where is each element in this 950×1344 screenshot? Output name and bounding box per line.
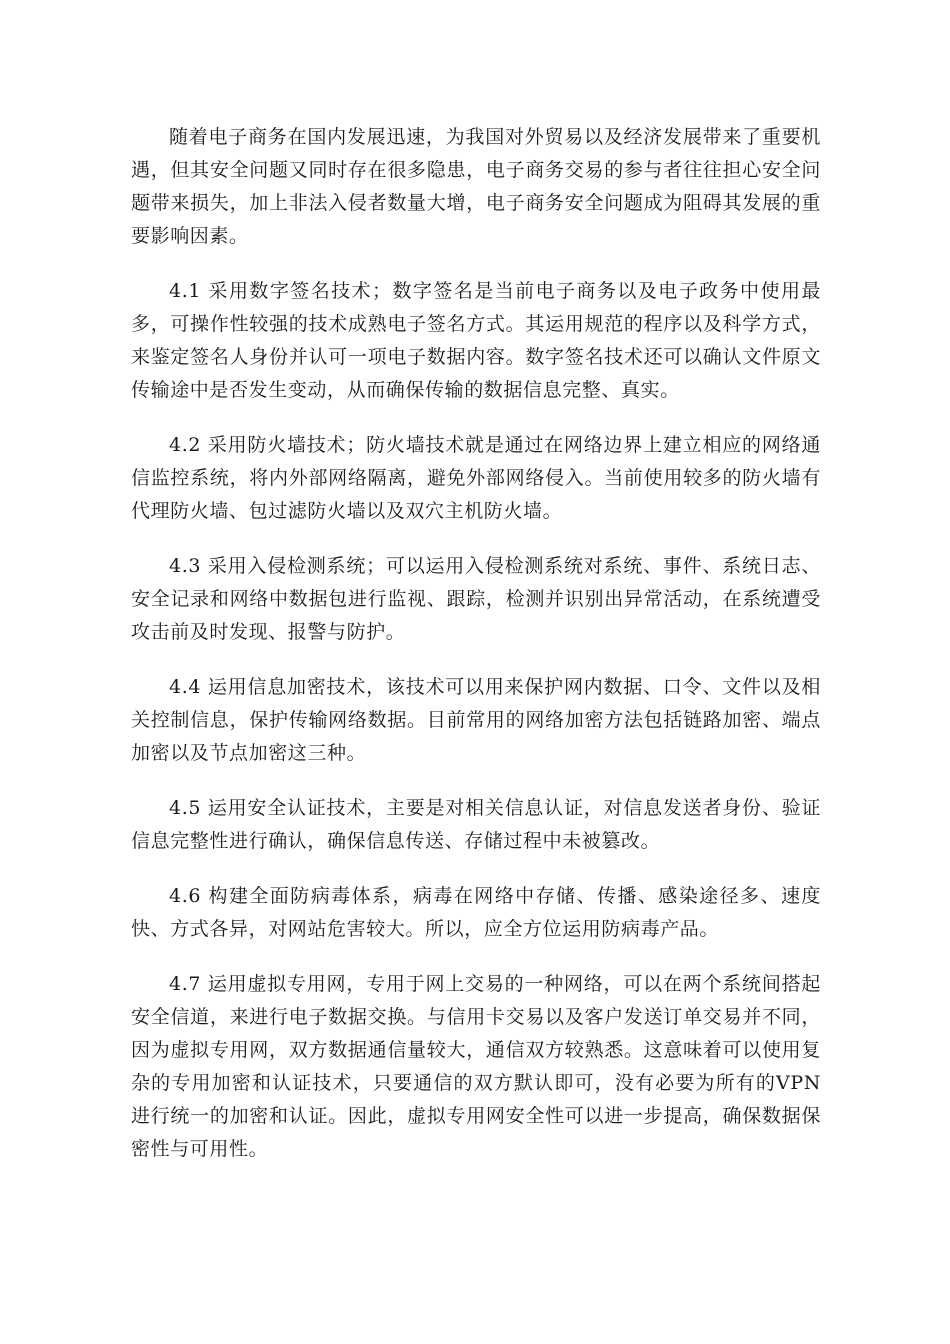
intro-paragraph: 随着电子商务在国内发展迅速，为我国对外贸易以及经济发展带来了重要机遇，但其安全问题又同时存在很多隐患，电子商务交易的参与者往往担心安全问题带来损失，加上非法入侵者数量大增，电子商务安全问题成为阻碍其发展的重要影响因素。: [131, 126, 821, 247]
paragraph-4-6-antivirus: 4.6 构建全面防病毒体系，病毒在网络中存储、传播、感染途径多、速度快、方式各异，对网站危害较大。所以，应全方位运用防病毒产品。: [131, 885, 821, 940]
paragraph-4-3-intrusion-detection: 4.3 采用入侵检测系统；可以运用入侵检测系统对系统、事件、系统日志、安全记录和网络中数据包进行监视、跟踪，检测并识别出异常活动，在系统遭受攻击前及时发现、报警与防护。: [131, 555, 821, 643]
paragraph-4-5-authentication: 4.5 运用安全认证技术，主要是对相关信息认证，对信息发送者身份、验证信息完整性进行确认，确保信息传送、存储过程中未被篡改。: [131, 797, 821, 852]
paragraph-4-7-vpn: 4.7 运用虚拟专用网，专用于网上交易的一种网络，可以在两个系统间搭起安全信道，来进行电子数据交换。与信用卡交易以及客户发送订单交易并不同，因为虚拟专用网，双方数据通信量较大，通信双方较熟悉。这意味着可以使用复杂的专用加密和认证技术，只要通信的双方默认即可，没有必要为所有的VPN进行统一的加密和认证。因此，虚拟专用网安全性可以进一步提高，确保数据保密性与可用性。: [131, 973, 821, 1160]
paragraph-4-1-digital-signature: 4.1 采用数字签名技术；数字签名是当前电子商务以及电子政务中使用最多，可操作性较强的技术成熟电子签名方式。其运用规范的程序以及科学方式，来鉴定签名人身份并认可一项电子数据内容。数字签名技术还可以确认文件原文传输途中是否发生变动，从而确保传输的数据信息完整、真实。: [131, 280, 821, 401]
document-body: [131, 121, 821, 1166]
paragraph-4-2-firewall: 4.2 采用防火墙技术；防火墙技术就是通过在网络边界上建立相应的网络通信监控系统，将内外部网络隔离，避免外部网络侵入。当前使用较多的防火墙有代理防火墙、包过滤防火墙以及双穴主机防火墙。: [131, 434, 821, 522]
paragraph-4-4-encryption: 4.4 运用信息加密技术，该技术可以用来保护网内数据、口令、文件以及相关控制信息，保护传输网络数据。目前常用的网络加密方法包括链路加密、端点加密以及节点加密这三种。: [131, 676, 821, 764]
